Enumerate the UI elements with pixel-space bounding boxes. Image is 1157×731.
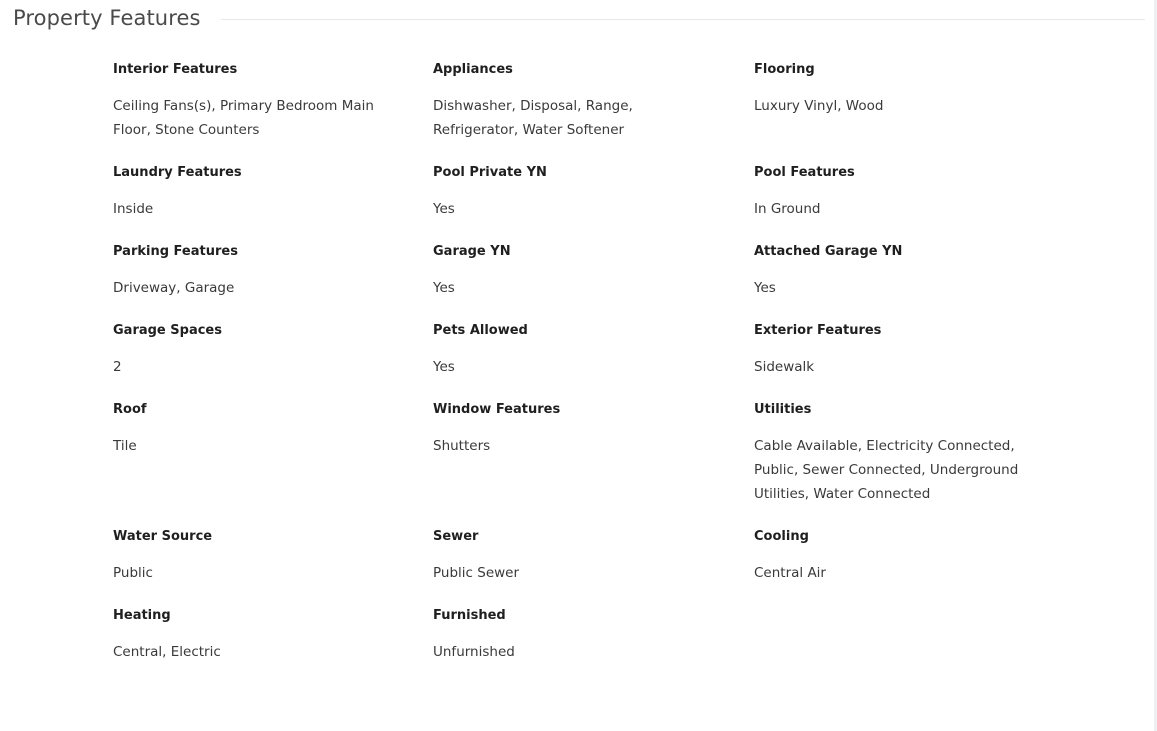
feature-value: Dishwasher, Disposal, Range, Refrigerator, Water Softener: [433, 98, 633, 138]
feature-item-roof: [113, 401, 433, 528]
feature-value: Inside: [113, 201, 154, 217]
feature-label: Utilities: [754, 402, 812, 417]
feature-item-appliances: [433, 61, 754, 164]
features-grid: [113, 61, 1083, 686]
feature-label: Window Features: [433, 402, 561, 417]
feature-label: Heating: [113, 608, 171, 623]
feature-item-exterior-features: [754, 322, 1054, 401]
section-title: Property Features: [13, 6, 201, 30]
feature-value: Yes: [754, 280, 776, 296]
feature-label: Laundry Features: [113, 165, 242, 180]
feature-value: Luxury Vinyl, Wood: [754, 98, 884, 114]
feature-label: Garage YN: [433, 244, 511, 259]
feature-label: Roof: [113, 402, 147, 417]
feature-item-pool-private: [433, 164, 754, 243]
feature-item-cooling: [754, 528, 1054, 607]
feature-label: Pool Features: [754, 165, 855, 180]
feature-item-water-source: [113, 528, 433, 607]
feature-label: Pool Private YN: [433, 165, 547, 180]
feature-item-heating: [113, 607, 433, 686]
feature-value: In Ground: [754, 201, 821, 217]
feature-value: Ceiling Fans(s), Primary Bedroom Main Floor, Stone Counters: [113, 98, 374, 138]
feature-item-furnished: [433, 607, 754, 686]
feature-value: Tile: [113, 438, 137, 454]
feature-item-pool-features: [754, 164, 1054, 243]
feature-item-interior-features: [113, 61, 433, 164]
feature-label: Parking Features: [113, 244, 238, 259]
feature-item-window-features: [433, 401, 754, 528]
feature-item-garage: [433, 243, 754, 322]
feature-value: Public Sewer: [433, 565, 520, 581]
feature-value: Driveway, Garage: [113, 280, 235, 296]
feature-item-garage-spaces: [113, 322, 433, 401]
feature-value: Central Air: [754, 565, 826, 581]
feature-value: Central, Electric: [113, 644, 221, 660]
feature-label: Water Source: [113, 529, 213, 544]
feature-item-pets-allowed: [433, 322, 754, 401]
feature-item-parking-features: [113, 243, 433, 322]
feature-value: Yes: [433, 280, 455, 296]
feature-label: Appliances: [433, 62, 513, 77]
feature-item-flooring: [754, 61, 1054, 164]
feature-item-utilities: [754, 401, 1054, 528]
feature-item-sewer: [433, 528, 754, 607]
feature-value: Yes: [433, 201, 455, 217]
feature-item-laundry-features: [113, 164, 433, 243]
feature-label: Flooring: [754, 62, 815, 77]
feature-value: 2: [113, 359, 122, 375]
feature-value: Cable Available, Electricity Connected, Public, Sewer Connected, Underground Utilities, Water Connected: [754, 438, 1019, 502]
feature-label: Pets Allowed: [433, 323, 528, 338]
feature-value: Public: [113, 565, 153, 581]
section-header: [13, 4, 1145, 32]
feature-label: Garage Spaces: [113, 323, 222, 338]
feature-label: Attached Garage YN: [754, 244, 903, 259]
feature-value: Yes: [433, 359, 455, 375]
title-divider: [221, 19, 1145, 20]
feature-label: Interior Features: [113, 62, 238, 77]
feature-label: Exterior Features: [754, 323, 882, 338]
feature-item-attached-garage: [754, 243, 1054, 322]
feature-value: Unfurnished: [433, 644, 515, 660]
feature-label: Furnished: [433, 608, 506, 623]
feature-label: Cooling: [754, 529, 809, 544]
feature-label: Sewer: [433, 529, 479, 544]
feature-value: Shutters: [433, 438, 491, 454]
feature-value: Sidewalk: [754, 359, 815, 375]
